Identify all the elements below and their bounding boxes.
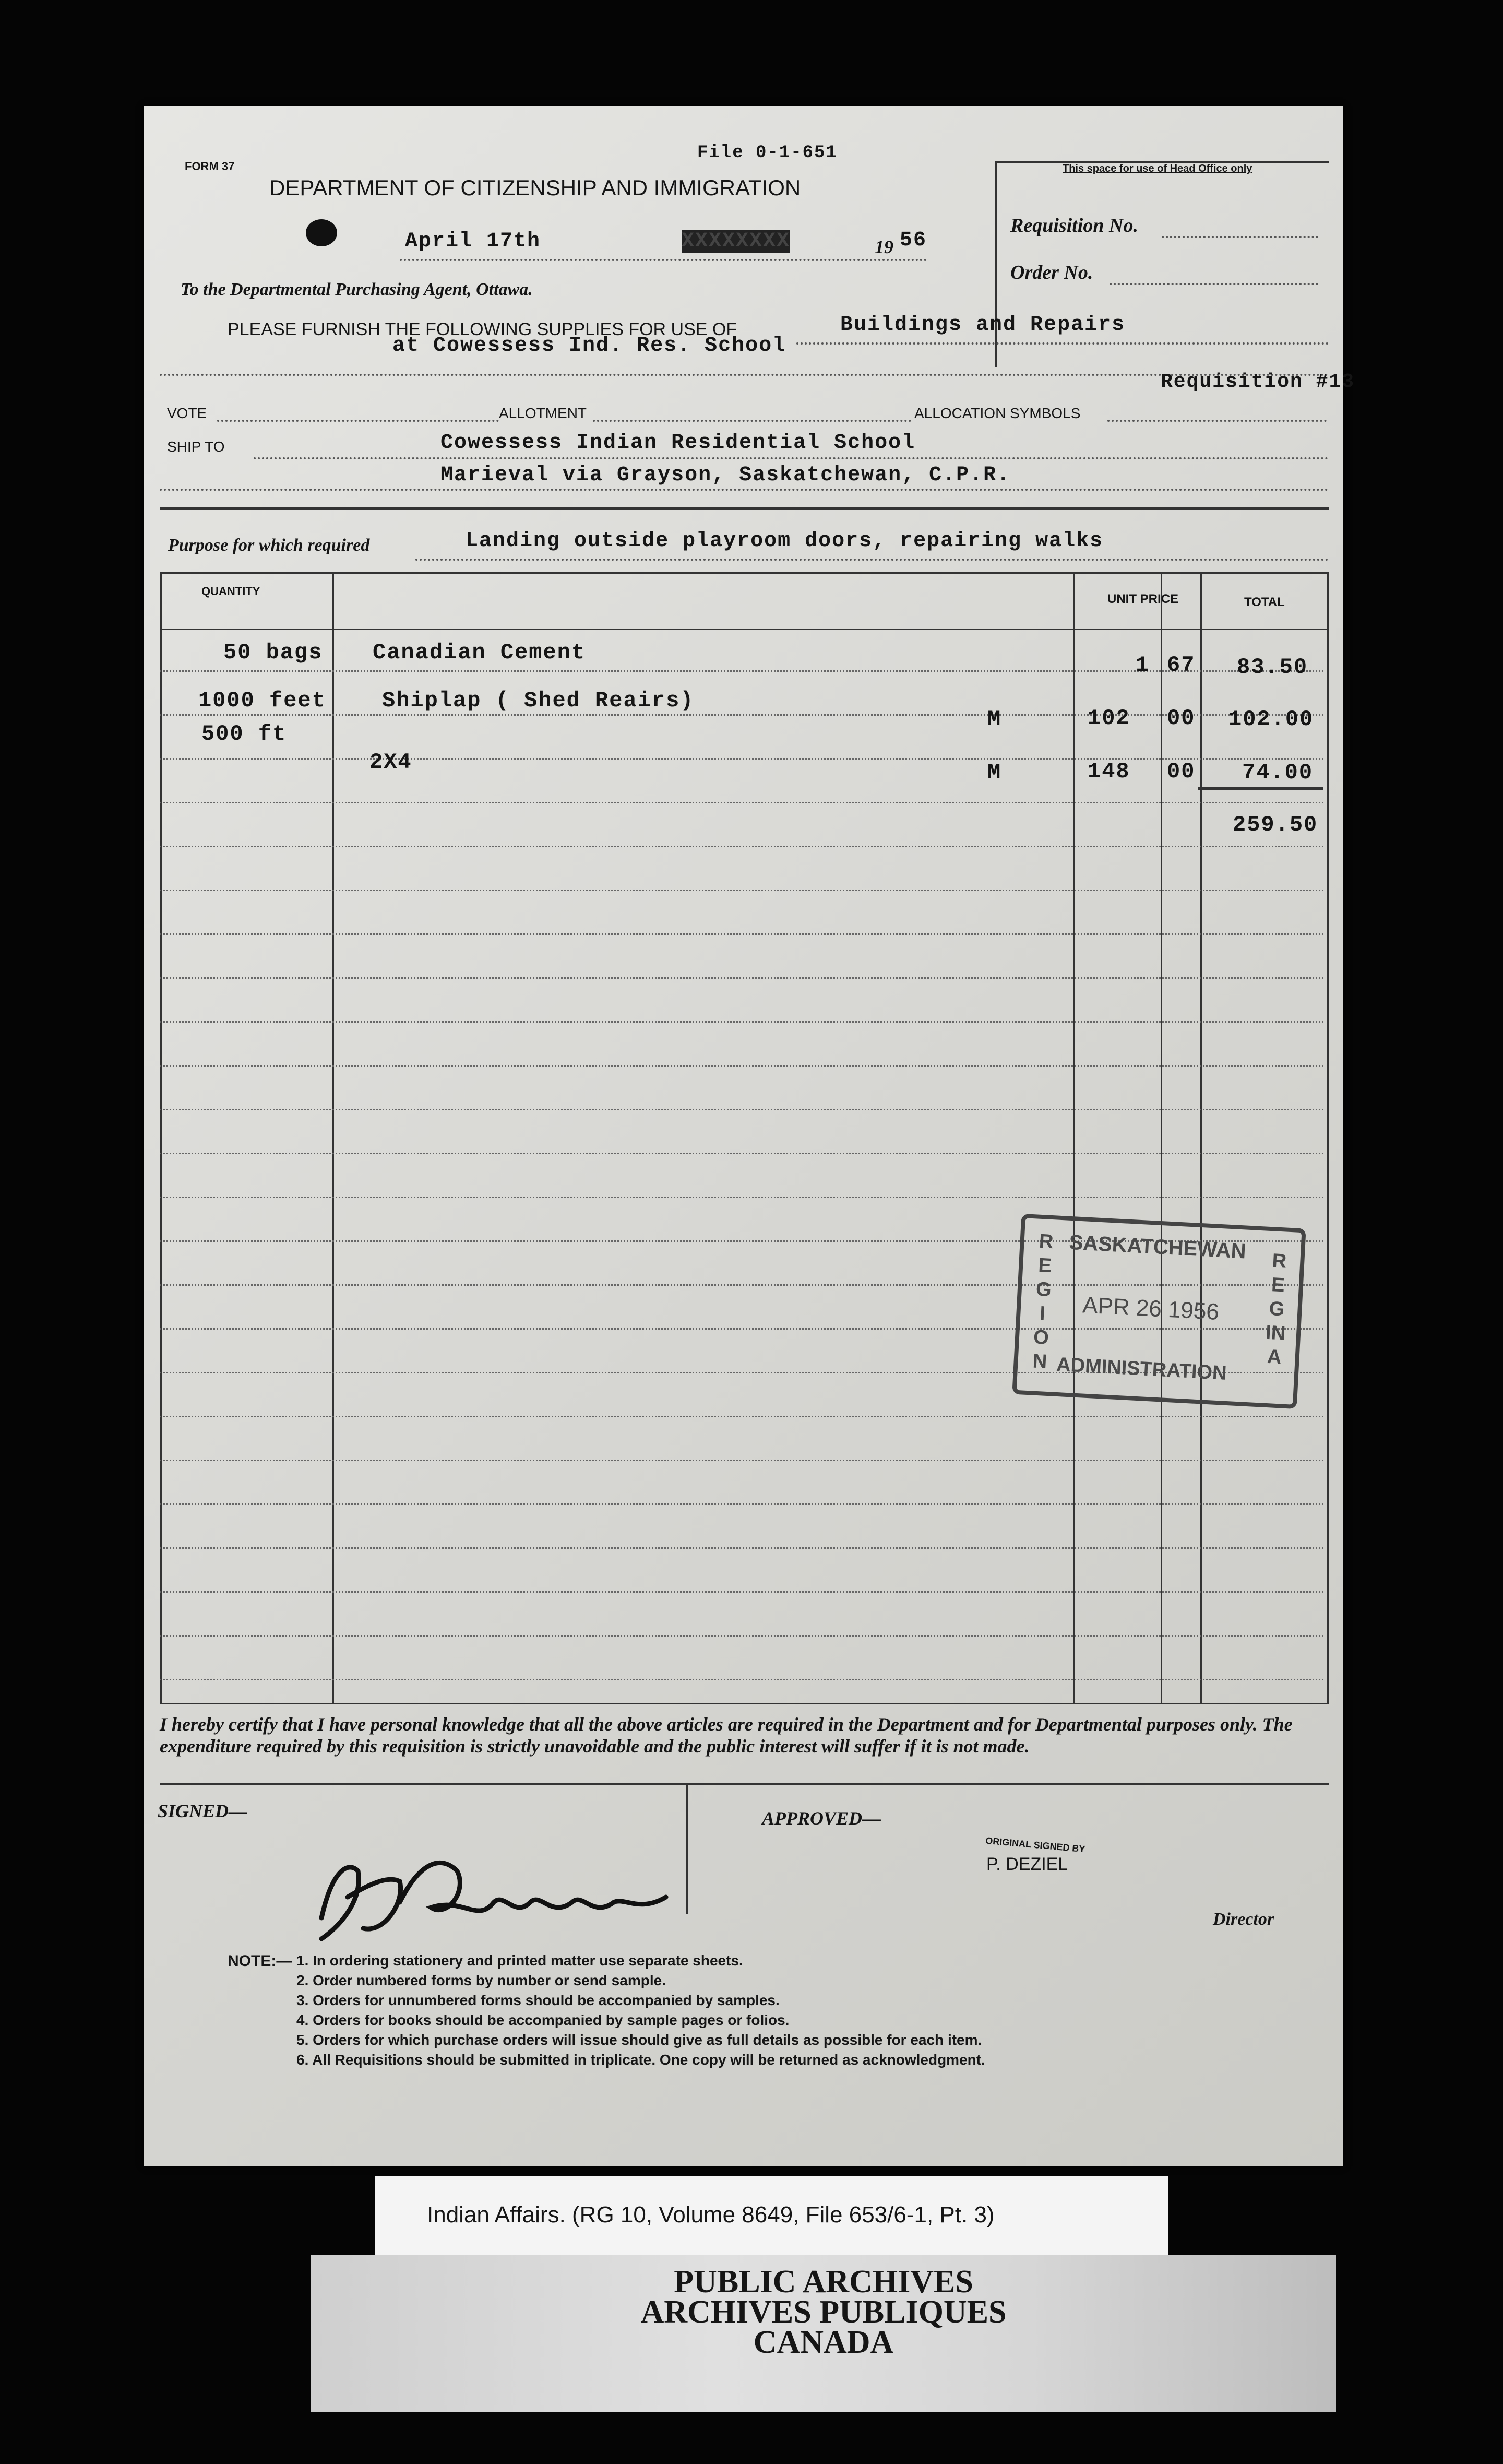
archive-reference-label: [375, 2176, 1168, 2260]
grand-total: 259.50: [1233, 812, 1318, 837]
purpose: Landing outside playroom doors, repairing walks: [466, 529, 1104, 553]
row-quantity: 50 bags: [223, 640, 323, 665]
furnish-for-2: at Cowessess Ind. Res. School: [392, 334, 786, 358]
archive-line-2: ARCHIVES PUBLIQUES: [640, 2294, 1007, 2330]
total-header: TOTAL: [1244, 595, 1285, 609]
row-total: 83.50: [1237, 655, 1308, 680]
archive-stamp-label: [311, 2255, 1336, 2412]
note-item: 1. In ordering stationery and printed matter use separate sheets.: [296, 1952, 743, 1969]
furnish-label: PLEASE FURNISH THE FOLLOWING SUPPLIES FOR USE OF: [228, 319, 737, 339]
stamp-top: SASKATCHEWAN: [1068, 1230, 1247, 1263]
requisition-form: [144, 106, 1355, 2166]
note-item: 6. All Requisitions should be submitted in triplicate. One copy will be returned as acknowledgment.: [296, 2052, 985, 2068]
requisition-no-label: Requisition No.: [1010, 215, 1138, 236]
signed-label: SIGNED—: [158, 1800, 248, 1821]
ship-to-label: SHIP TO: [167, 439, 225, 455]
row-total: 74.00: [1242, 760, 1314, 785]
vote-label: VOTE: [167, 405, 207, 421]
allocation-label: ALLOCATION SYMBOLS: [914, 405, 1081, 421]
row-unit: M: [987, 760, 1002, 785]
department-title: DEPARTMENT OF CITIZENSHIP AND IMMIGRATION: [269, 175, 801, 200]
row-description: Shiplap ( Shed Reairs): [382, 688, 695, 713]
archive-reference: Indian Affairs. (RG 10, Volume 8649, File 653/6-1, Pt. 3): [427, 2202, 995, 2228]
archive-line-1: PUBLIC ARCHIVES: [674, 2264, 973, 2300]
file-number: File 0-1-651: [697, 143, 838, 163]
original-signed-label: ORIGINAL SIGNED BY: [985, 1835, 1086, 1855]
quantity-header: QUANTITY: [201, 585, 260, 598]
form-number: FORM 37: [185, 160, 235, 173]
director-label: Director: [1213, 1910, 1274, 1929]
year-prefix: 19: [875, 236, 893, 257]
archive-line-3: CANADA: [753, 2325, 894, 2360]
row-price-cents: 67: [1167, 653, 1196, 678]
purpose-label: Purpose for which required: [168, 536, 370, 555]
certification-text: I hereby certify that I have personal knowledge that all the above articles are required in the Department and for Departmental purposes only. The expenditure required by this requisition is strictly unavoidable and the public interest will suffer if it is not made.: [160, 1714, 1293, 1757]
to-line: To the Departmental Purchasing Agent, Ottawa.: [181, 280, 533, 299]
row-price-dollars: 1: [1136, 653, 1150, 678]
row-description: 2X4: [369, 750, 412, 775]
note-item: 4. Orders for books should be accompanied by sample pages or folios.: [296, 2012, 790, 2028]
row-price-cents: 00: [1167, 706, 1196, 731]
stamp-left: REGION: [1032, 1230, 1054, 1373]
note-item: 3. Orders for unnumbered forms should be accompanied by samples.: [296, 1992, 780, 2008]
ink-blot: [306, 219, 337, 246]
stamp-bottom: ADMINISTRATION: [1056, 1353, 1227, 1384]
row-total: 102.00: [1228, 707, 1314, 732]
date: April 17th: [405, 230, 541, 253]
note-item: 2. Order numbered forms by number or send sample.: [296, 1972, 666, 1988]
row-description: Canadian Cement: [373, 640, 586, 665]
row-price-dollars: 148: [1088, 759, 1130, 784]
stamp-date: APR 26 1956: [1082, 1292, 1220, 1325]
unit-price-header: UNIT PRICE: [1107, 592, 1179, 606]
notes-label: NOTE:—: [228, 1952, 292, 1970]
row-price-dollars: 102: [1088, 706, 1130, 731]
head-office-note: This space for use of Head Office only: [1063, 163, 1252, 174]
furnish-for: Buildings and Repairs: [840, 313, 1126, 337]
row-price-cents: 00: [1167, 759, 1196, 784]
allotment-label: ALLOTMENT: [499, 405, 587, 421]
signature: [301, 1840, 697, 1944]
requisition-ref: Requisition #13: [1161, 371, 1355, 393]
total-underline: [1198, 787, 1323, 790]
approved-label: APPROVED—: [762, 1808, 881, 1829]
approver-name: P. DEZIEL: [986, 1854, 1068, 1874]
date-struck: XXXXXXXX: [682, 230, 791, 253]
row-unit: M: [987, 707, 1002, 732]
ship-to-line-1: Cowessess Indian Residential School: [440, 431, 916, 455]
received-stamp: [1012, 1214, 1306, 1409]
row-quantity: 1000 feet: [198, 688, 326, 713]
year-suffix: 56: [900, 229, 927, 252]
ship-to-line-2: Marieval via Grayson, Saskatchewan, C.P.R.: [440, 464, 1011, 487]
stamp-right: REGINA: [1265, 1250, 1287, 1369]
order-no-label: Order No.: [1010, 262, 1093, 283]
row-quantity: 500 ft: [201, 721, 287, 747]
note-item: 5. Orders for which purchase orders will issue should give as full details as possible for each item.: [296, 2032, 982, 2048]
